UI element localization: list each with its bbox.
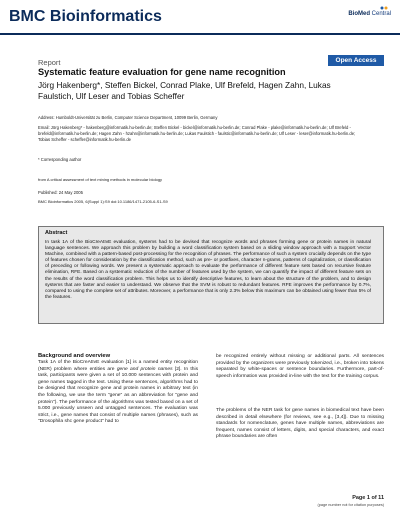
abstract-text: In task 1A of the BioCreAtIvE evaluation, systems had to be devised that recognize words and phrases forming gene or protein names in natural language sentences. We approach this problem by building a word classification system based on a sliding window approach with a Support Vector Machine, combined with a pattern-based post-processing for the recognition of phrases. The performance of such a system crucially depends on the type of features chosen for consideration by the classification method, such as pre- or postfixes, character n-grams, patterns of capitalization, or classification of preceding or following words. We present a systematic approach to evaluate the performance of different feature sets based on recursive feature elimination, RFE. Based on a systematic reduction of the number of features used by the system, we can quantify the impact of different feature sets on the results of the word classification problem. This helps us to identify descriptive features, to learn about the structure of the problem, and to design systems that are faster and easier to understand. We observe that the SVM is robust to redundant features. RFE improves the performance by 0.7%, compared to using the complete set of attributes. Moreover, a performance that is only 2.3% below this maximum can be obtained using fewer than 5% of the features. [45, 240, 371, 300]
body-column-left [38, 360, 198, 426]
body-text-part: Task 1A of the BioCreAtIvE evaluation [1] is a named entity recognition (NER) problem where entities are [38, 360, 198, 372]
publisher-name: BioMed [348, 11, 370, 17]
citation-line: BMC Bioinformatics 2005, 6(Suppl 1):S9 doi:10.1186/1471-2105-6-S1-S9 [38, 199, 168, 204]
abstract-heading: Abstract [45, 230, 68, 236]
page-number: Page 1 of 11 [352, 495, 384, 501]
header-rule [0, 33, 400, 35]
author-list: Jörg Hakenberg*, Steffen Bickel, Conrad Plake, Ulf Brefeld, Hagen Zahn, Lukas Faulstich, Ulf Leser and Tobias Scheffer [38, 80, 331, 101]
publication-date: Published: 24 May 2005 [38, 190, 83, 195]
affiliation-address: Address: Humboldt-Universität zu Berlin, Computer Science Department, 10099 Berlin, Germany [38, 115, 218, 120]
body-text-emphasis: gene and protein names [116, 366, 173, 372]
body-paragraph-right-2: The problems of the NER task for gene names in biomedical text have been described in detail elsewhere (for reviews, see e.g., [3,4]). Due to missing standards for nomenclature, genes have multiple names, abbreviations are frequent, names consist of letters, digits, and special characters, and exact phrase boundaries are often [216, 408, 384, 440]
open-access-badge: Open Access [328, 55, 384, 66]
corresponding-author-note: * Corresponding author [38, 157, 82, 162]
author-emails: Email: Jörg Hakenberg* - hakenberg@informatik.hu-berlin.de; Steffen Bickel - bickel@informatik.hu-berlin.de; Conrad Plake - plake@informatik.hu-berlin.de; Ulf Brefeld - brefeld@informatik.hu-berlin.de; Hagen Zahn - hzahn@informatik.hu-berlin.de; Lukas Faulstich - faulstic@informatik.hu-berlin.de; Ulf Leser - leser@informatik.hu-berlin.de; Tobias Scheffer - scheffer@informatik.hu-berlin.de [38, 125, 356, 142]
publisher-logo-icon [346, 6, 391, 10]
article-title: Systematic feature evaluation for gene name recognition [38, 67, 286, 77]
section-heading-background: Background and overview [38, 353, 111, 359]
supplement-source: from A critical assessment of text mining methods in molecular biology [38, 177, 163, 182]
article-type: Report [38, 58, 61, 67]
body-text-part: [2]. In this task, participants were given a set of 10.000 sentences with protein and gene names tagged in the text. Using these sentences, algorithms had to be designed that recognize gene and protein names in arbitrary text (in the following, we use the term "gene" as an abbreviation for "gene and protein"). The performance of the algorithms was tested based on a set of 5.000 previously unseen and untagged sentences. The evaluation was strict, i.e., gene names that consist of multiple names (phrases), such as "Drosophila shc gene product" had to [38, 366, 199, 425]
body-paragraph-right-1: be recognized entirely without missing or additional parts. All sentences provided by the organizers were previously tokenized, i.e., broken into tokens separated by white-spaces or sentence boundaries. Furthermore, part-of-speech information was provided in-line with the text for the training corpus. [216, 354, 384, 379]
journal-title: BMC Bioinformatics [9, 8, 162, 25]
page-number-note: (page number not for citation purposes) [317, 503, 384, 507]
publisher-logo [341, 11, 391, 17]
publisher-suffix: Central [371, 11, 391, 17]
